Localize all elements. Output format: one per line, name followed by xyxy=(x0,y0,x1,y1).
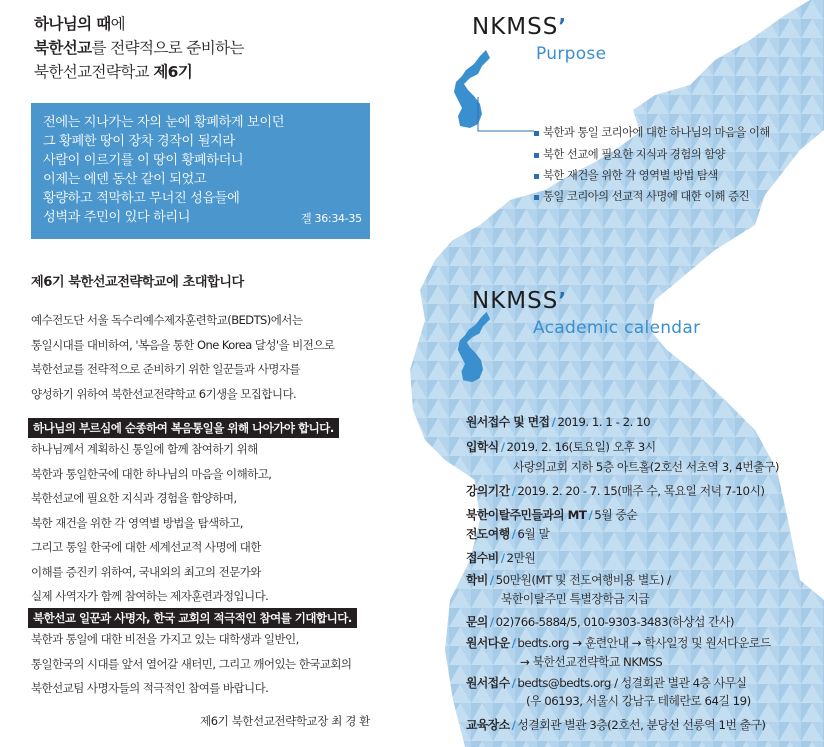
bullet-square-icon xyxy=(534,174,539,179)
calendar-row xyxy=(466,506,637,523)
purpose-item xyxy=(534,167,718,183)
highlight-heading-1: 하나님의 부르심에 순종하여 복음통일을 위해 나아가야 합니다. xyxy=(28,418,339,438)
calendar-row xyxy=(466,482,765,499)
purpose-item-text: 북한 선교에 필요한 지식과 경험의 함양 xyxy=(543,148,726,161)
purpose-item-text: 통일 코리아의 선교적 사명에 대한 이해 증진 xyxy=(543,190,749,203)
scripture-box xyxy=(31,103,370,239)
slash-separator-icon: / xyxy=(588,508,593,522)
calendar-brand xyxy=(472,288,567,314)
body-line: 북한과 통일에 대한 비전을 가지고 있는 대학생과 일반인, xyxy=(31,632,299,646)
calendar-label: 북한이탈주민들과의 MT xyxy=(466,508,587,522)
bullet-square-icon xyxy=(534,131,539,136)
calendar-row xyxy=(466,674,747,691)
calendar-label: 입학식 xyxy=(466,440,499,454)
calendar-row xyxy=(466,716,766,733)
calendar-brand-text: NKMSS xyxy=(472,288,559,314)
calendar-value: 2019. 1. 1 - 2. 10 xyxy=(557,415,651,429)
invite-title: 제6기 북한선교전략학교에 초대합니다 xyxy=(31,275,244,290)
calendar-value: bedts@bedts.org / 성결회관 별관 4층 사무실 xyxy=(517,676,747,690)
purpose-item-text: 북한과 통일 코리아에 대한 하나님의 마음을 이해 xyxy=(543,126,770,139)
bullet-square-icon xyxy=(534,153,539,158)
slash-separator-icon: / xyxy=(489,573,494,587)
calendar-extra: (우 06193, 서울시 강남구 테헤란로 64길 19) xyxy=(526,694,751,708)
calendar-value: 5월 중순 xyxy=(594,508,638,522)
headline xyxy=(34,12,244,84)
principal-signature: 제6기 북한선교전략학교장 최 경 환 xyxy=(200,714,370,728)
intro-line: 양성하기 위하여 북한선교전략학교 6기생을 모집합니다. xyxy=(31,386,297,401)
calendar-brand-tick: ’ xyxy=(558,288,567,312)
calendar-label: 원서접수 xyxy=(466,676,510,690)
calendar-label: 강의기간 xyxy=(466,484,510,498)
calendar-extra: 북한이탈주민 특별장학금 지급 xyxy=(501,592,650,606)
intro-paragraph xyxy=(31,308,334,406)
body-line: 통일한국의 시대를 앞서 열어갈 새터민, 그리고 깨어있는 한국교회의 xyxy=(31,656,352,671)
scripture-line: 그 황폐한 땅이 장차 경작이 될지라 xyxy=(43,134,235,149)
slash-separator-icon: / xyxy=(500,551,505,565)
calendar-row xyxy=(466,613,734,630)
slash-separator-icon: / xyxy=(511,484,516,498)
intro-line: 예수전도단 서울 독수리예수제자훈련학교(BEDTS)에서는 xyxy=(31,313,303,327)
calendar-label: 문의 xyxy=(466,615,488,629)
calendar-subtitle: Academic calendar xyxy=(533,318,701,338)
headline-line2-rest: 를 전략적으로 준비하는 xyxy=(91,39,244,57)
headline-line2-bold: 북한선교 xyxy=(34,39,92,57)
calendar-row xyxy=(466,571,671,588)
calendar-value: 성결회관 별관 3층(2호선, 분당선 선릉역 1번 출구) xyxy=(517,718,766,732)
scripture-reference: 겔 36:34-35 xyxy=(301,212,362,225)
purpose-item xyxy=(534,188,749,204)
purpose-item xyxy=(534,146,725,162)
body-line: 그리고 통일 한국에 대한 세계선교적 사명에 대한 xyxy=(31,540,261,554)
calendar-label: 원서다운 xyxy=(466,636,510,650)
slash-separator-icon: / xyxy=(511,676,516,690)
scripture-line: 이제는 에덴 동산 같이 되었고 xyxy=(43,172,207,187)
intro-line: 통일시대를 대비하여, '복음을 통한 One Korea 달성'을 비전으로 xyxy=(31,337,335,352)
body-paragraph-1 xyxy=(31,437,271,609)
calendar-extra: → 북한선교전략학교 NKMSS xyxy=(520,655,663,669)
korea-icon-calendar xyxy=(456,308,492,386)
purpose-item-text: 북한 재건을 위한 각 영역별 방법 탐색 xyxy=(543,169,718,182)
slash-separator-icon: / xyxy=(511,636,516,650)
calendar-value: 2019. 2. 20 - 7. 15(매주 수, 목요일 저녁 7-10시) xyxy=(517,484,765,498)
scripture-line: 사람이 이르기를 이 땅이 황폐하더니 xyxy=(43,153,244,168)
scripture-line: 성벽과 주민이 있다 하리니 xyxy=(43,210,191,225)
body-line: 이해를 증진키 위하여, 국내외의 최고의 전문가와 xyxy=(31,564,261,579)
body-line: 북한과 통일한국에 대한 하나님의 마음을 이해하고, xyxy=(31,466,272,481)
calendar-value: 2만원 xyxy=(506,551,536,565)
headline-line1-bold: 하나님의 때 xyxy=(34,15,111,33)
purpose-item xyxy=(534,124,770,140)
body-line: 북한선교에 필요한 지식과 경험을 함양하며, xyxy=(31,491,237,505)
slash-separator-icon: / xyxy=(511,527,516,541)
calendar-row xyxy=(466,413,650,430)
purpose-subtitle: Purpose xyxy=(536,44,607,64)
scripture-line: 전에는 지나가는 자의 눈에 황폐하게 보이던 xyxy=(43,115,285,130)
slash-separator-icon: / xyxy=(500,440,505,454)
slash-separator-icon: / xyxy=(489,615,494,629)
scripture-text xyxy=(43,113,284,227)
bullet-square-icon xyxy=(534,195,539,200)
body-line: 북한선교팀 사명자들의 적극적인 참여를 바랍니다. xyxy=(31,681,269,695)
slash-separator-icon: / xyxy=(551,415,556,429)
headline-line1-rest: 에 xyxy=(110,15,126,33)
body-line: 실제 사역자가 함께 참여하는 제자훈련과정입니다. xyxy=(31,589,269,603)
calendar-extra: 사랑의교회 지하 5층 아트홀(2호선 서초역 3, 4번출구) xyxy=(513,460,779,474)
purpose-brand-text: NKMSS xyxy=(472,14,559,40)
calendar-label: 접수비 xyxy=(466,551,499,565)
calendar-row xyxy=(466,525,549,542)
body-line: 하나님께서 계획하신 통일에 함께 참여하기 위해 xyxy=(31,442,258,456)
body-paragraph-2 xyxy=(31,627,352,701)
purpose-brand-tick: ’ xyxy=(558,14,567,38)
calendar-row xyxy=(466,549,535,566)
calendar-value: 02)766-5884/5, 010-9303-3483(하상섭 간사) xyxy=(495,615,735,629)
calendar-value: bedts.org → 훈련안내 → 학사일정 및 원서다운로드 xyxy=(517,636,771,650)
calendar-row xyxy=(466,634,771,651)
headline-line3-bold: 제6기 xyxy=(153,63,193,81)
calendar-value: 6월 말 xyxy=(517,527,550,541)
calendar-label: 교육장소 xyxy=(466,718,510,732)
intro-line: 북한선교를 전략적으로 준비하기 위한 일꾼들과 사명자를 xyxy=(31,362,300,376)
calendar-row xyxy=(466,438,656,455)
calendar-value: 2019. 2. 16(토요일) 오후 3시 xyxy=(506,440,656,454)
calendar-label: 전도여행 xyxy=(466,527,510,541)
scripture-line: 황량하고 적막하고 무너진 성읍들에 xyxy=(43,191,240,206)
calendar-label: 학비 xyxy=(466,573,488,587)
calendar-value: 50만원(MT 및 전도여행비용 별도) / xyxy=(495,573,671,587)
slash-separator-icon: / xyxy=(511,718,516,732)
purpose-connector-line xyxy=(476,95,536,135)
headline-line3-rest: 북한선교전략학교 xyxy=(34,63,154,81)
purpose-brand xyxy=(472,14,567,40)
calendar-label: 원서접수 및 면접 xyxy=(466,415,550,429)
body-line: 북한 재건을 위한 각 영역별 방법을 탐색하고, xyxy=(31,515,243,530)
highlight-heading-2: 북한선교 일꾼과 사명자, 한국 교회의 적극적인 참여를 기대합니다. xyxy=(28,608,357,628)
